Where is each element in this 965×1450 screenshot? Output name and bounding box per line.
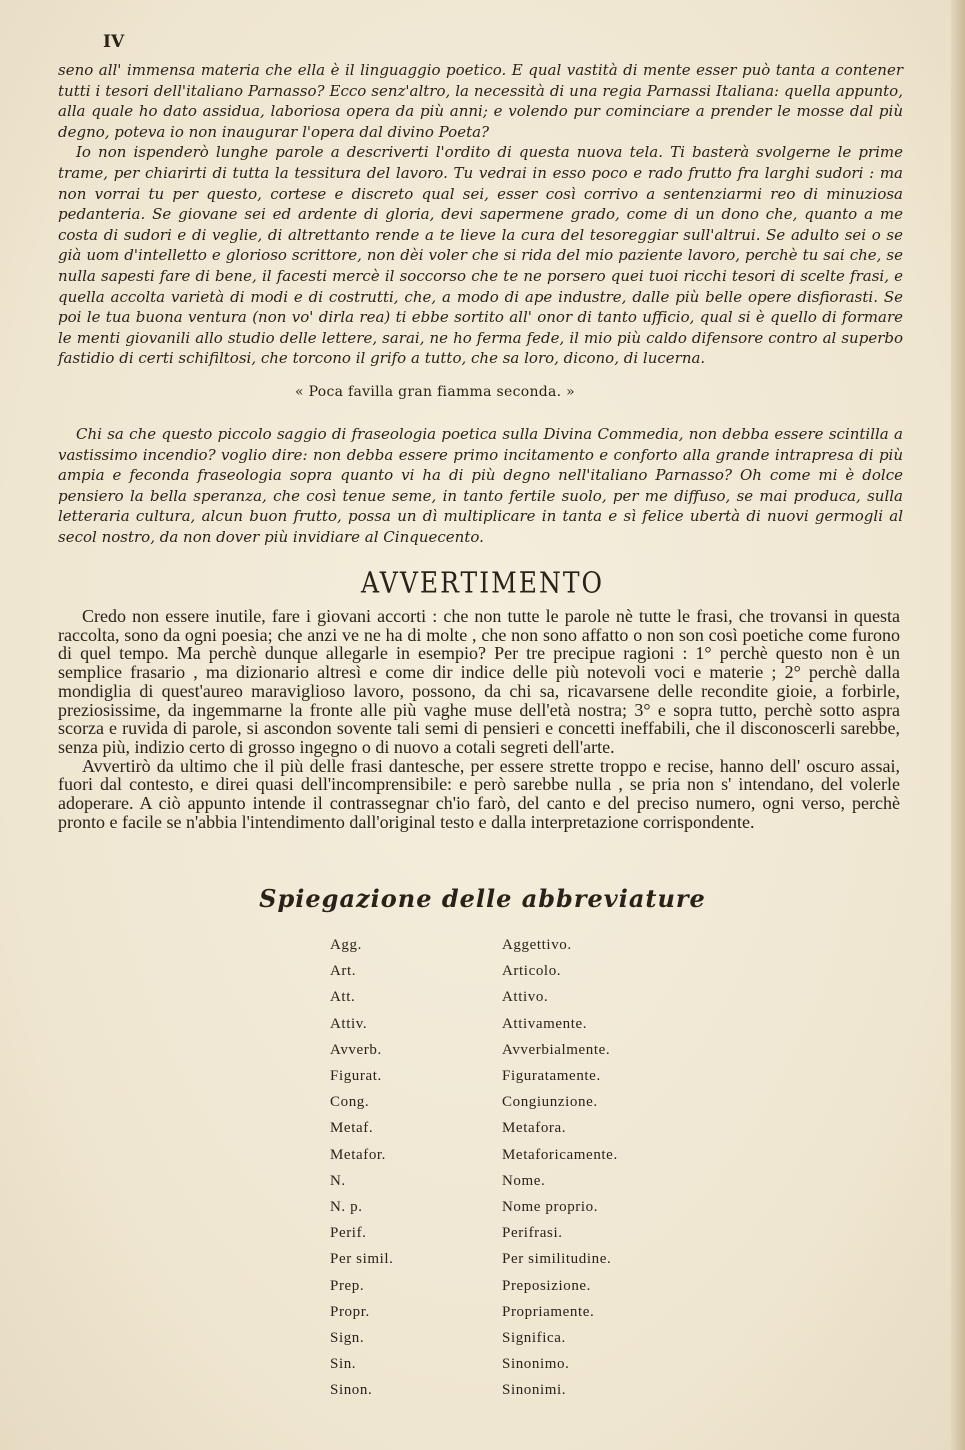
closing-text [58, 424, 903, 548]
abbreviation-key: Avverb. [330, 1041, 382, 1058]
abbreviation-key: N. [330, 1172, 346, 1189]
intro-paragraph: seno all' immensa materia che ella è il linguaggio poetico. E qual vastità di mente esser può tanta a contener tutti i tesori dell'italiano Parnasso? Ecco senz'altro, la necessità di una regia Parnassi Italiana: quella appunto, alla quale ho dato assidua, laboriosa opera da più anni; e volendo pur cominciare a prender le mosse dal più degno, poteva io non inaugurar l'opera dal divino Poeta? [58, 61, 903, 141]
dante-quote: « Poca favilla gran fiamma seconda. » [295, 384, 576, 400]
intro-paragraph: Io non ispenderò lunghe parole a descriverti l'ordito di questa nuova tela. Ti basterà svolgerne le prime trame, per chiarirti di tutta la tessitura del lavoro. Tu vedrai in esso poco e rado frutto fra larghi sudori : ma non vorrai tu per questo, cortese e discreto qual sei, esser così corrivo a sentenziarmi reo di minuziosa pedanteria. Se giovane sei ed ardente di gloria, devi sapermene grado, come di un dono che, quanto a me costa di sudori e di veglie, di altrettanto rende a te lieve la cura del tesoreggiar sull'altrui. Se adulto sei o se già uom d'intelletto e glorioso scrittore, non dèi voler che si rida del mio paziente lavoro, perchè tu sai che, se nulla sapesti fare di bene, il facesti mercè il soccorso che te ne porsero quei tuoi ricchi tesori di scelte frasi, e quella accolta varietà di modi e di costrutti, che, a modo di ape industre, dalle più belle opere disfiorasti. Se poi le tua buona ventura (non vo' dirla rea) ti ebbe sortito all' onor di tanto ufficio, qual si è quello di formare le menti giovanili allo studio delle lettere, sarai, ne ho ferma fede, il mio più caldo difensore contro al superbo fastidio di certi schifiltosi, che torcono il grifo a tutto, che sa loro, dicono, di lucerna. [58, 143, 903, 368]
abbreviation-row [0, 1278, 965, 1304]
abbreviation-key: Per simil. [330, 1251, 394, 1268]
avvertimento-paragraph: Avvertirò da ultimo che il più delle frasi dantesche, per essere strette troppo e recise, hanno dell' oscuro assai, fuori dal contesto, e direi quasi dell'incomprensibile: e però sarebbe nulla , se pria non s' intendano, del volerle adoperare. A ciò appunto intende il contrassegnar ch'io farò, del canto e del preciso numero, ogni verso, perchè pronto e facile se n'abbia l'intendimento dall'original testo e dalla interpretazione corrispondente. [58, 755, 900, 832]
abbreviation-key: Sin. [330, 1356, 357, 1373]
abbreviation-key: Attiv. [330, 1015, 368, 1032]
abbreviation-row [0, 1251, 965, 1277]
abbreviation-key: Figurat. [330, 1068, 382, 1084]
abbreviation-row [0, 963, 965, 989]
abbreviation-key: Perif. [330, 1225, 367, 1242]
abbreviation-key: Cong. [330, 1094, 370, 1111]
abbreviation-meaning: Attivo. [502, 989, 549, 1006]
abbreviation-key: Prep. [330, 1277, 365, 1294]
abbreviation-key: Art. [330, 963, 357, 980]
abbreviation-key: Metaf. [330, 1120, 374, 1137]
abbreviation-row [0, 1120, 965, 1146]
abbreviation-row [0, 1068, 965, 1094]
abbreviation-meaning: Metaforicamente. [502, 1146, 618, 1163]
abbreviation-row [0, 1042, 965, 1068]
page-number: IV [103, 32, 125, 52]
abbreviation-key: Metafor. [330, 1146, 387, 1163]
avvertimento-text [58, 607, 900, 831]
intro-text [58, 60, 903, 369]
abbreviation-meaning: Sinonimo. [502, 1356, 570, 1373]
abbreviation-meaning: Perifrasi. [502, 1225, 563, 1242]
abbreviation-row [0, 937, 965, 963]
abbreviation-meaning: Aggettivo. [502, 937, 572, 953]
abbreviation-meaning: Per similitudine. [502, 1251, 612, 1268]
abbreviation-row [0, 1382, 965, 1408]
abbreviation-key: Sign. [330, 1330, 365, 1346]
abbreviation-meaning: Propriamente. [502, 1303, 595, 1320]
abbreviation-meaning: Significa. [502, 1330, 566, 1346]
abbreviation-key: Sinon. [330, 1382, 373, 1399]
abbreviation-meaning: Congiunzione. [502, 1094, 598, 1111]
abbreviation-row [0, 1147, 965, 1173]
abbreviation-meaning: Attivamente. [502, 1015, 588, 1032]
abbreviation-row [0, 1356, 965, 1382]
abbreviation-meaning: Articolo. [502, 963, 562, 980]
abbreviation-key: Att. [330, 989, 356, 1006]
abbreviation-row [0, 1330, 965, 1356]
abbreviations-title: Spiegazione delle abbreviature [259, 884, 706, 913]
avvertimento-paragraph: Credo non essere inutile, fare i giovani accorti : che non tutte le parole nè tutte le frasi, che trovansi in questa raccolta, sono da ogni poesia; che anzi ve ne ha di molte , che non sono affatto o non son così poetiche come furono di quel tempo. Ma perchè dunque allegarle in esempio? Per tre precipue ragioni : 1° perchè questo non è un semplice frasario , ma dizionario altresì e come dir indice delle più notevoli voci e materie ; 2° perchè dalla mondiglia di quest'aureo maraviglioso lavoro, possono, da chi sa, ricavarsene delle recondite gioie, a forbirle, preziosissime, da ingemmarne la fronte alle più vaghe muse dell'età nostra; 3° e sopra tutto, perchè sotto aspra scorza e ruvida di parole, si ascondon sovente tali semi di pensieri e concetti ineffabili, che il disconoscerli sarebbe, senza più, indizio certo di grosso ingegno o di nuovo a cotali segreti dell'arte. [58, 606, 900, 757]
abbreviation-row [0, 1173, 965, 1199]
abbreviation-meaning: Preposizione. [502, 1277, 592, 1294]
abbreviation-key: N. p. [330, 1199, 363, 1215]
abbreviation-key: Agg. [330, 937, 362, 953]
closing-paragraph: Chi sa che questo piccolo saggio di fraseologia poetica sulla Divina Commedia, non debba essere scintilla a vastissimo incendio? voglio dire: non debba essere primo incitamento e conforto alla grande intrapresa di più ampia e feconda fraseologia sopra quanto vi ha di più degno nell'italiano Parnasso? Oh come mi è dolce pensiero la bella speranza, che così tenue seme, in tanto fertile suolo, per me diffuso, se mai produca, sulla letteraria cultura, alcun buon frutto, possa un dì multiplicare in tanta e sì felice ubertà di nuovi germogli al secol nostro, da non dover più invidiare al Cinquecento. [58, 425, 903, 546]
abbreviation-meaning: Metafora. [502, 1120, 567, 1137]
abbreviation-row [0, 989, 965, 1015]
abbreviation-meaning: Avverbialmente. [502, 1041, 611, 1058]
section-heading: AVVERTIMENTO [361, 565, 604, 600]
abbreviation-meaning: Nome proprio. [502, 1199, 599, 1215]
abbreviation-meaning: Nome. [502, 1172, 546, 1189]
abbreviation-row [0, 1199, 965, 1225]
abbreviation-key: Propr. [330, 1303, 370, 1320]
abbreviation-row [0, 1016, 965, 1042]
abbreviation-row [0, 1225, 965, 1251]
abbreviation-meaning: Figuratamente. [502, 1068, 601, 1084]
abbreviation-row [0, 1094, 965, 1120]
abbreviation-row [0, 1304, 965, 1330]
abbreviation-meaning: Sinonimi. [502, 1382, 567, 1399]
